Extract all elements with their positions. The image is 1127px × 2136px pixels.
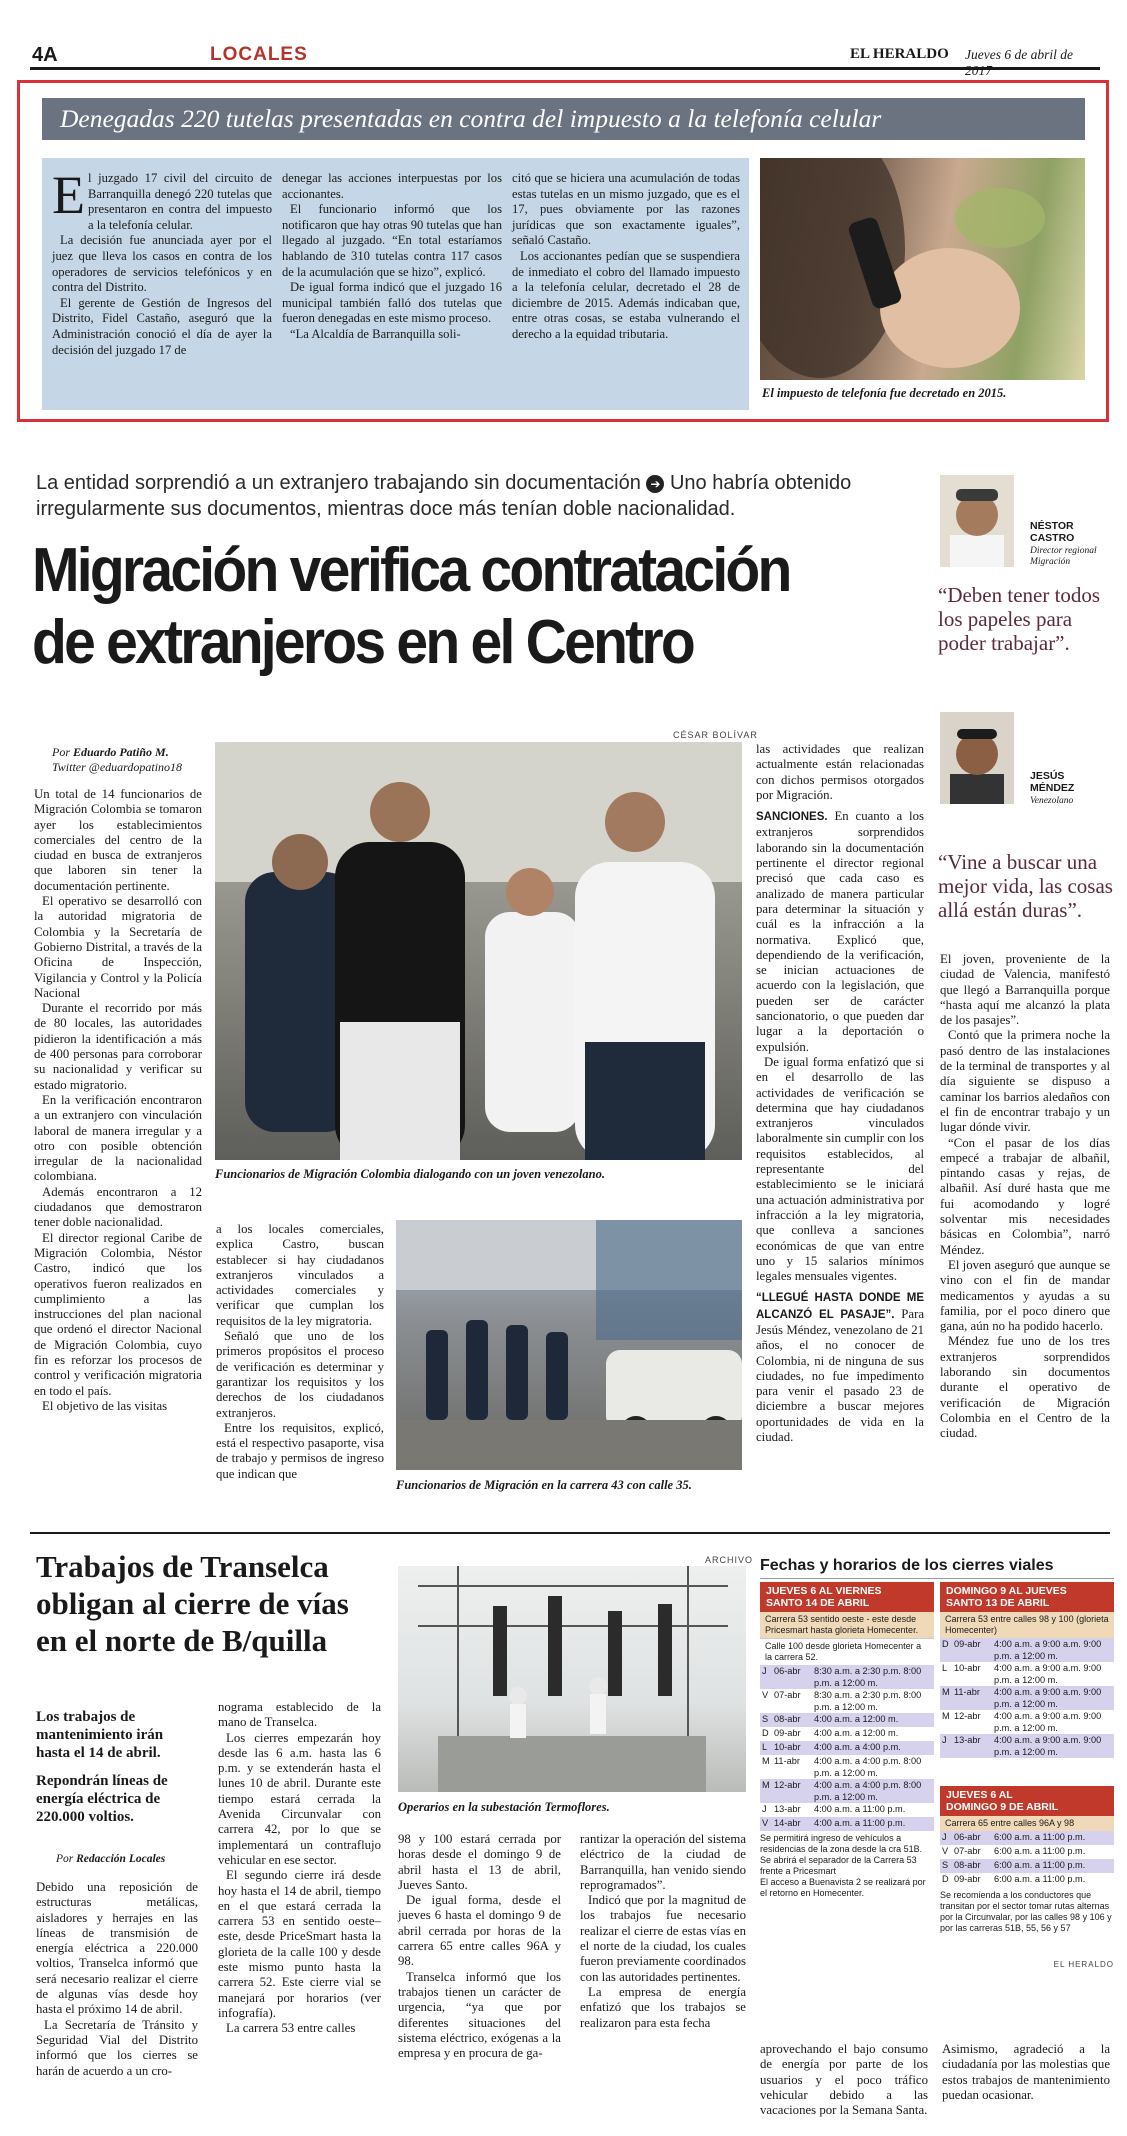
closure-date: 06-abr [774,1666,801,1676]
paragraph: Los accionantes pedían que se suspendiera de inmediato el cobro del llamado impuesto a la telefonía celular, decretado el 28 de diciembre de 2015. Además indicaban que, entre otras cosas, se estaba vulnerando el derecho a la equidad tributaria. [512,248,740,341]
closure-date: 11-abr [774,1756,800,1766]
street-illustration [396,1220,742,1470]
page-number: 4A [32,44,58,66]
paragraph: a los locales comerciales, explica Castro, buscan establecer si hay ciudadanos extranjeros vinculados a actividades comerciales y verificar que cumplan los requisitos de la ley migratoria. [216,1222,384,1328]
bottom-col5 [760,2042,928,2118]
subhead-sanciones: SANCIONES. [756,811,828,824]
quote2-name-line1: JESÚS [1030,770,1065,782]
quote1-text: “Deben tener todos los papeles para poder trabajar”. [938,583,1101,655]
phone-illustration [760,158,1085,380]
bottom-photo-caption: Operarios en la subestación Termoflores. [398,1800,610,1814]
bottom-col1 [36,1880,198,2079]
block3-title-line2: DOMINGO 9 DE ABRIL [946,1801,1059,1813]
main-col4 [940,952,1110,1442]
closure-hours: 4:00 a.m. a 4:00 p.m. 8:00 p.m. a 12:00 m. [814,1756,922,1778]
block1-header [760,1582,934,1612]
schedule-row [940,1638,1114,1662]
paragraph: Méndez fue uno de los tres extranjeros sorprendidos laborando sin documentos durante el operativo de verificación de Migración Colombia en el Centro de la ciudad. [940,1334,1110,1441]
bottom-summary2: Repondrán líneas de energía eléctrica de 220.000 voltios. [36,1773,168,1825]
bottom-photo-credit: ARCHIVO [705,1555,754,1565]
paragraph: Además encontraron a 12 ciudadanos que demostraron tener doble nacionalidad. [34,1184,202,1230]
weekday-letter: J [762,1666,767,1676]
schedule-row [940,1859,1114,1873]
weekday-letter: V [942,1846,949,1856]
weekday-letter: M [942,1711,950,1721]
closure-block-2 [940,1582,1114,1758]
deck-part1: La entidad sorprendió a un extranjero trabajando sin documentación [36,472,641,494]
paragraph: Indicó que por la magnitud de los trabajos fue necesario realizar el cierre de estas vías en el norte de la ciudad, los cuales fueron previamente coordinados con las autoridades pertinentes. [580,1893,746,1984]
weekday-letter: J [942,1832,947,1842]
newspaper-name: EL HERALDO [850,46,949,62]
main-headline [32,535,842,679]
issue-date: Jueves 6 de abril de 2017 [965,47,1073,78]
portrait-illustration [940,712,1014,804]
paragraph: La carrera 53 entre calles [226,2021,356,2036]
paragraph: La empresa de energía enfatizó que los trabajos se realizaron para esta fecha [580,1984,746,2030]
quote1-name-line2: CASTRO [1030,532,1075,544]
closure-date: 12-abr [774,1780,801,1790]
main-col2 [216,1222,384,1482]
closure-date: 08-abr [774,1714,801,1724]
closure-hours: 4:00 a.m. a 9:00 a.m. 9:00 p.m. a 12:00 m. [994,1735,1102,1757]
schedule-row [760,1779,934,1803]
byline-prefix: Por [52,745,70,759]
schedule-row [940,1873,1114,1887]
closure-date: 13-abr [774,1804,801,1814]
paragraph: l juzgado 17 civil del circuito de Barranquilla denegó 220 tutelas que presentaron en contra del impuesto a la telefonía celular. [88,171,272,232]
paragraph: El joven, proveniente de la ciudad de Valencia, manifestó que llegó a Barranquilla porque “hasta aquí me alcanzó la plata de los pasajes”. [940,952,1110,1028]
block2-header [940,1582,1114,1612]
paragraph: La Secretaría de Tránsito y Seguridad Vial del Distrito informó que los cierres se harán de acuerdo a un cro- [36,2017,198,2078]
schedule-row [760,1817,934,1831]
closure-hours: 4:00 a.m. a 9:00 a.m. 9:00 p.m. a 12:00 m. [994,1711,1102,1733]
closure-hours: 4:00 a.m. a 12:00 m. [814,1714,899,1724]
quote1-role [1030,546,1097,568]
portrait-illustration [940,475,1014,567]
paragraph: El funcionario informó que los notificaron que hay otras 90 tutelas que han llegado al juzgado. “En total estaríamos hablando de 310 tutelas contra 117 casos de la acumulación que se hizo”, explicó. [282,202,502,279]
paragraph: El director regional Caribe de Migración Colombia, Néstor Castro, indicó que los operativos fueron realizados en cumplimiento a las instrucciones del plan nacional que ordenó el director Nacional de Migración Colombia, cuyo fin es reforzar los procesos de control y verificación migratoria en todo el país. [34,1230,202,1398]
quote2-text: “Vine a buscar una mejor vida, las cosas allá están duras”. [938,850,1113,922]
closure-hours: 6:00 a.m. a 11:00 p.m. [994,1832,1086,1842]
block3-route: Carrera 65 entre calles 96A y 98 [940,1816,1114,1831]
page-header [30,40,1100,78]
top-story-col1 [52,165,272,358]
bottom-col3 [398,1832,561,2061]
bottom-headline-line1: Trabajos de Transelca [36,1549,329,1584]
paragraph: De igual forma enfatizó que si en el desarrollo de las actividades de verificación se determina que hay ciudadanos extranjeros vinculados laboralmente sin cumplir con los requisitos establecidos, al representante del establecimiento se le iniciará una actuación administrativa por infracción a la ley migratoria, que conlleva a sanciones económicas de que van entre uno y 15 salarios mínimos legales mensuales vigentes. [756,1054,924,1284]
weekday-letter: V [762,1818,769,1828]
closure-date: 09-abr [954,1874,981,1884]
schedule-row [760,1803,934,1817]
closure-block-3 [940,1786,1114,1934]
paragraph: “La Alcaldía de Barranquilla soli- [290,326,461,341]
closure-date: 07-abr [774,1690,801,1700]
block2-title-line1: DOMINGO 9 AL JUEVES [946,1585,1067,1597]
photo-credit: CÉSAR BOLÍVAR [673,730,758,740]
weekday-letter: M [762,1756,770,1766]
closure-hours: 4:00 a.m. a 9:00 a.m. 9:00 p.m. a 12:00 m. [994,1687,1102,1709]
nestor-castro-portrait [940,475,1014,567]
paragraph: Los cierres empezarán hoy desde las 6 a.m. hasta las 6 p.m. y se extenderán hasta el lunes 10 de abril. Durante este tiempo estará cerrada la Avenida Circunvalar con carrera 42, por lo que se implementará un contraflujo vehicular en ese sector. [218,1730,381,1867]
migration-officers-photo [215,742,742,1160]
byline-prefix: Por [56,1853,74,1865]
top-story-frame [17,80,1109,422]
closure-hours: 4:00 a.m. a 9:00 a.m. 9:00 p.m. a 12:00 m. [994,1639,1102,1661]
top-story-col2 [282,171,502,343]
paragraph: Debido una reposición de estructuras metálicas, aisladores y herrajes en las líneas de transmisión de energía eléctrica a 220.000 voltios, Transelca informó que será necesario realizar el cierre de algunas vías desde hoy hasta el próximo 14 de abril. [36,1880,198,2017]
substation-illustration [398,1566,746,1792]
weekday-letter: M [762,1780,770,1790]
closure-hours: 4:00 a.m. a 11:00 p.m. [814,1818,906,1828]
schedule-row [760,1741,934,1755]
paragraph: las actividades que realizan actualmente están relacionadas con dichos permisos otorgados por Migración. [756,742,924,802]
closure-date: 08-abr [954,1860,981,1870]
weekday-letter: L [762,1742,768,1752]
top-story-headline [42,98,1085,140]
block2-route: Carrera 53 entre calles 98 y 100 (glorieta Homecenter) [940,1612,1114,1638]
infographic-credit: EL HERALDO [1053,1960,1114,1969]
bottom-summary1: Los trabajos de mantenimiento irán hasta el 14 de abril. [36,1709,164,1761]
block1-title-line2: SANTO 14 DE ABRIL [766,1597,870,1609]
paragraph: Contó que la primera noche la pasó dentro de las instalaciones de la terminal de transportes y al día siguiente se dispuso a caminar los barrios aledaños con el fin de encontrar trabajo y un lugar dónde vivir. [940,1028,1110,1135]
closure-date: 07-abr [954,1846,981,1856]
paragraph: De igual forma indicó que el juzgado 16 municipal también falló dos tutelas que fueron denegadas en este mismo proceso. [282,280,502,326]
weekday-letter: S [942,1860,949,1870]
block1-route2: Calle 100 desde glorieta Homecenter a la carrera 52. [760,1638,934,1665]
closure-hours: 8:30 a.m. a 2:30 p.m. 8:00 p.m. a 12:00 m. [814,1690,922,1712]
paragraph: “Con el pasar de los días empecé a trabajar de albañil, pintando casas y rejas, de albañil. Así duré hasta que me fui acomodando y logré solventar mis necesidades básicas en Colombia”, narró Méndez. [940,1135,1110,1257]
bottom-headline-line2: obligan al cierre de vías [36,1586,349,1621]
paragraph: Durante el recorrido por más de 80 locales, las autoridades pidieron la identificación a más de 400 personas para corroborar su nacionalidad y verificar su estado migratorio. [34,1001,202,1092]
bottom-col6 [942,2042,1110,2103]
section-name: LOCALES [210,44,308,65]
note: Se abrirá el separador de la Carrera 53 frente a Pricesmart [760,1855,917,1876]
paragraph: Un total de 14 funcionarios de Migración Colombia se tomaron ayer los establecimientos comerciales del centro de la ciudad en busca de extranjeros que laboren sin tener la documentación pertinente. [34,787,202,893]
section-divider [30,1532,1110,1534]
block3-schedule [940,1831,1114,1887]
block1-schedule [760,1665,934,1831]
weekday-letter: V [762,1690,769,1700]
bottom-headline [36,1548,416,1659]
closure-hours: 4:00 a.m. a 4:00 p.m. 8:00 p.m. a 12:00 m. [814,1780,922,1802]
quote2-role: Venezolano [1030,796,1074,806]
paragraph: El segundo cierre irá desde hoy hasta el 14 de abril, tiempo en el que estará cerrada la carrera 53 en sentido oeste–este, desde PriceSmart hasta la glorieta de la calle 100 y desde este mismo punto hasta la carrera 52. Este cierre vial se manejará por horarios (ver infografía). [218,1868,381,2020]
jesus-mendez-portrait [940,712,1014,804]
paragraph: rantizar la operación del sistema eléctrico de la ciudad de Barranquilla, han venido siendo reprogramados”. [580,1832,746,1892]
main-col1 [34,787,202,1414]
paragraph: El operativo se desarrolló con la autoridad migratoria de Colombia y la Secretaría de Gobierno Distrital, a través de la Oficina de Inspección, Vigilancia y Control y la Policía Nacional [34,894,202,1000]
deck-part2: Uno habría obtenido irregularmente sus documentos, mientras doce más tenían doble nacionalidad. [36,472,852,520]
phone-photo-caption: El impuesto de telefonía fue decretado en 2015. [762,386,1007,400]
block1-title-line1: JUEVES 6 AL VIERNES [766,1585,882,1597]
closure-hours: 6:00 a.m. a 11:00 p.m. [994,1846,1086,1856]
closure-date: 06-abr [954,1832,981,1842]
paragraph: La decisión fue anunciada ayer por el juez que lleva los casos en contra de los operadores de servicios telefónicos y en contra del Distrito. [52,233,272,295]
paragraph: aprovechando el bajo consumo de energía por parte de los usuarios y el poco tráfico vehicular debido a las vacaciones por la Semana Santa. [760,2042,928,2118]
bottom-col2 [218,1700,381,2037]
schedule-row [940,1734,1114,1758]
byline-author: Redacción Locales [76,1853,166,1865]
paragraph: En la verificación encontraron a un extranjero con vinculación laboral de manera irregular y a otro con posible obtención irregular de la nacionalidad colombiana. [34,1092,202,1184]
closure-date: 09-abr [954,1639,981,1649]
weekday-letter: M [942,1687,950,1697]
quote2-name-line2: MÉNDEZ [1030,782,1075,794]
paragraph-text: Para Jesús Méndez, venezolano de 21 años, el no conocer de Colombia, ni de ninguna de sus ciudades, no fue impedimento para venir el pasado 23 de diciembre a buscar mejores oportunidades de vida en la ciudad. [756,1306,925,1445]
closure-hours: 8:30 a.m. a 2:30 p.m. 8:00 p.m. a 12:00 m. [814,1666,922,1688]
bottom-headline-line3: en el norte de B/quilla [36,1623,328,1658]
closure-hours: 4:00 a.m. a 12:00 m. [814,1728,899,1738]
paragraph-text: En cuanto a los extranjeros sorprendidos laborando sin la documentación pertinente el director regional precisó que cada caso es analizado de manera particular para determinar la situación y cuál es la infracción a la normativa. Explicó que, dependiendo de la verificación, se inician actuaciones de acuerdo con la legislación, que pueden ser de carácter sancionatorio, o que pueden dar lugar a la deportación o expulsión. [756,809,924,1054]
closure-date: 10-abr [774,1742,801,1752]
paragraph: De igual forma, desde el jueves 6 hasta el domingo 9 de abril cerrada por horas de la carrera 65 entre calles 96A y 98. [398,1893,561,1969]
closure-date: 13-abr [954,1735,981,1745]
schedule-row [940,1686,1114,1710]
quote2-name [1030,770,1074,794]
quote1-name-line1: NÉSTOR [1030,520,1074,532]
quote1-role-line2: Migración [1030,557,1071,567]
paragraph: Asimismo, agradeció a la ciudadanía por las molestias que estos trabajos de mantenimiento puedan ocasionar. [942,2042,1110,2102]
note: Se permitirá ingreso de vehículos a residencias de la zona desde la cra 51B. [760,1833,923,1854]
closure-hours: 4:00 a.m. a 9:00 a.m. 9:00 p.m. a 12:00 m. [994,1663,1102,1685]
block3-title-line1: JUEVES 6 AL [946,1789,1013,1801]
schedule-row [760,1727,934,1741]
closure-hours: 6:00 a.m. a 11:00 p.m. [994,1874,1086,1884]
weekday-letter: J [942,1735,947,1745]
top-story-headline-text: Denegadas 220 tutelas presentadas en contra del impuesto a la telefonía celular [60,104,882,133]
byline-author: Eduardo Patiño M. [73,745,169,759]
block1-route1: Carrera 53 sentido oeste - este desde Pricesmart hasta glorieta Homecenter. [760,1612,934,1638]
quote1-name [1030,520,1074,544]
paragraph: El gerente de Gestión de Ingresos del Distrito, Fidel Castaño, aseguró que la Administración conoció el día de ayer la decisión del juzgado 17 de [52,295,272,357]
block3-note: Se recomienda a los conductores que transitan por el sector tomar rutas alternas por la Circunvalar, por las calles 98 y 106 y por las carreras 51B, 55, 56 y 57 [940,1890,1112,1933]
closure-date: 12-abr [954,1711,981,1721]
phone-photo [760,158,1085,380]
drop-cap: E [52,165,85,225]
schedule-row [940,1710,1114,1734]
weekday-letter: J [762,1804,767,1814]
weekday-letter: S [762,1714,769,1724]
closure-date: 14-abr [774,1818,801,1828]
paragraph: denegar las acciones interpuestas por los accionantes. [282,171,502,201]
quote1-role-line1: Director regional [1030,546,1097,556]
paragraph [756,809,924,1055]
block2-schedule [940,1638,1114,1758]
closure-hours: 4:00 a.m. a 11:00 p.m. [814,1804,906,1814]
subhead-quote: “LLEGUÉ HASTA DONDE ME ALCANZÓ EL PASAJE”. [756,1292,924,1321]
photo1-caption: Funcionarios de Migración Colombia dialogando con un joven venezolano. [215,1167,605,1181]
paragraph: citó que se hiciera una acumulación de todas estas tutelas en un mismo juzgado, que es el 17, pues obviamente por las razones jurídicas que son exactamente iguales”, señaló Castaño. [512,171,740,248]
paragraph [756,1290,924,1445]
bottom-col4 [580,1832,746,2031]
closure-block-1 [760,1582,934,1899]
weekday-letter: L [942,1663,948,1673]
substation-photo [398,1566,746,1792]
closure-hours: 6:00 a.m. a 11:00 p.m. [994,1860,1086,1870]
top-story-col3 [512,171,740,343]
paragraph: 98 y 100 estará cerrada por horas desde el domingo 9 de abril hasta el 13 de abril, Jueves Santo. [398,1832,561,1892]
paragraph: Señaló que uno de los primeros propósitos el proceso de verificación es determinar y garantizar los requisitos y los derechos de los ciudadanos extranjeros. [216,1329,384,1420]
paragraph: Entre los requisitos, explicó, está el respectivo pasaporte, visa de trabajo y permisos de ingreso que indican que [216,1420,384,1481]
main-col3 [756,742,924,1445]
closure-date: 10-abr [954,1663,981,1673]
closure-date: 09-abr [774,1728,801,1738]
paragraph: nograma establecido de la mano de Transelca. [218,1700,381,1730]
schedule-row [940,1831,1114,1845]
byline [52,745,169,760]
paragraph: El joven aseguró que aunque se vino con el fin de mandar medicamentos y ayudas a su familia, por el poco dinero que gana, aún no ha podido hacerlo. [940,1257,1110,1334]
byline-twitter: Twitter @eduardopatino18 [52,760,183,774]
schedule-row [940,1845,1114,1859]
weekday-letter: D [942,1874,949,1884]
arrow-right-icon: ➔ [646,475,664,493]
road-closures-infographic [760,1556,1114,1976]
block1-notes [760,1833,934,1899]
street-operation-photo [396,1220,742,1470]
block2-title-line2: SANTO 13 DE ABRIL [946,1597,1050,1609]
schedule-row [940,1662,1114,1686]
schedule-row [760,1755,934,1779]
main-deck [36,470,916,522]
main-headline-line1: Migración verifica contratación [32,536,790,605]
officers-illustration [215,742,742,1160]
infographic-title: Fechas y horarios de los cierres viales [760,1556,1114,1579]
bottom-byline [56,1853,165,1865]
weekday-letter: D [942,1639,949,1649]
closure-hours: 4:00 a.m. a 4:00 p.m. [814,1742,901,1752]
photo2-caption: Funcionarios de Migración en la carrera 43 con calle 35. [396,1478,692,1492]
weekday-letter: D [762,1728,769,1738]
schedule-row [760,1689,934,1713]
schedule-row [760,1713,934,1727]
note: El acceso a Buenavista 2 se realizará por el retorno en Homecenter. [760,1877,926,1898]
main-headline-line2: de extranjeros en el Centro [32,608,693,677]
paragraph: Transelca informó que los trabajos tienen un carácter de urgencia, “ya que por diferentes situaciones del sistema eléctrico, exógenas a la empresa y en procura de ga- [398,1969,561,2061]
closure-date: 11-abr [954,1687,980,1697]
block3-header [940,1786,1114,1816]
schedule-row [760,1665,934,1689]
paragraph: El objetivo de las visitas [42,1398,168,1413]
